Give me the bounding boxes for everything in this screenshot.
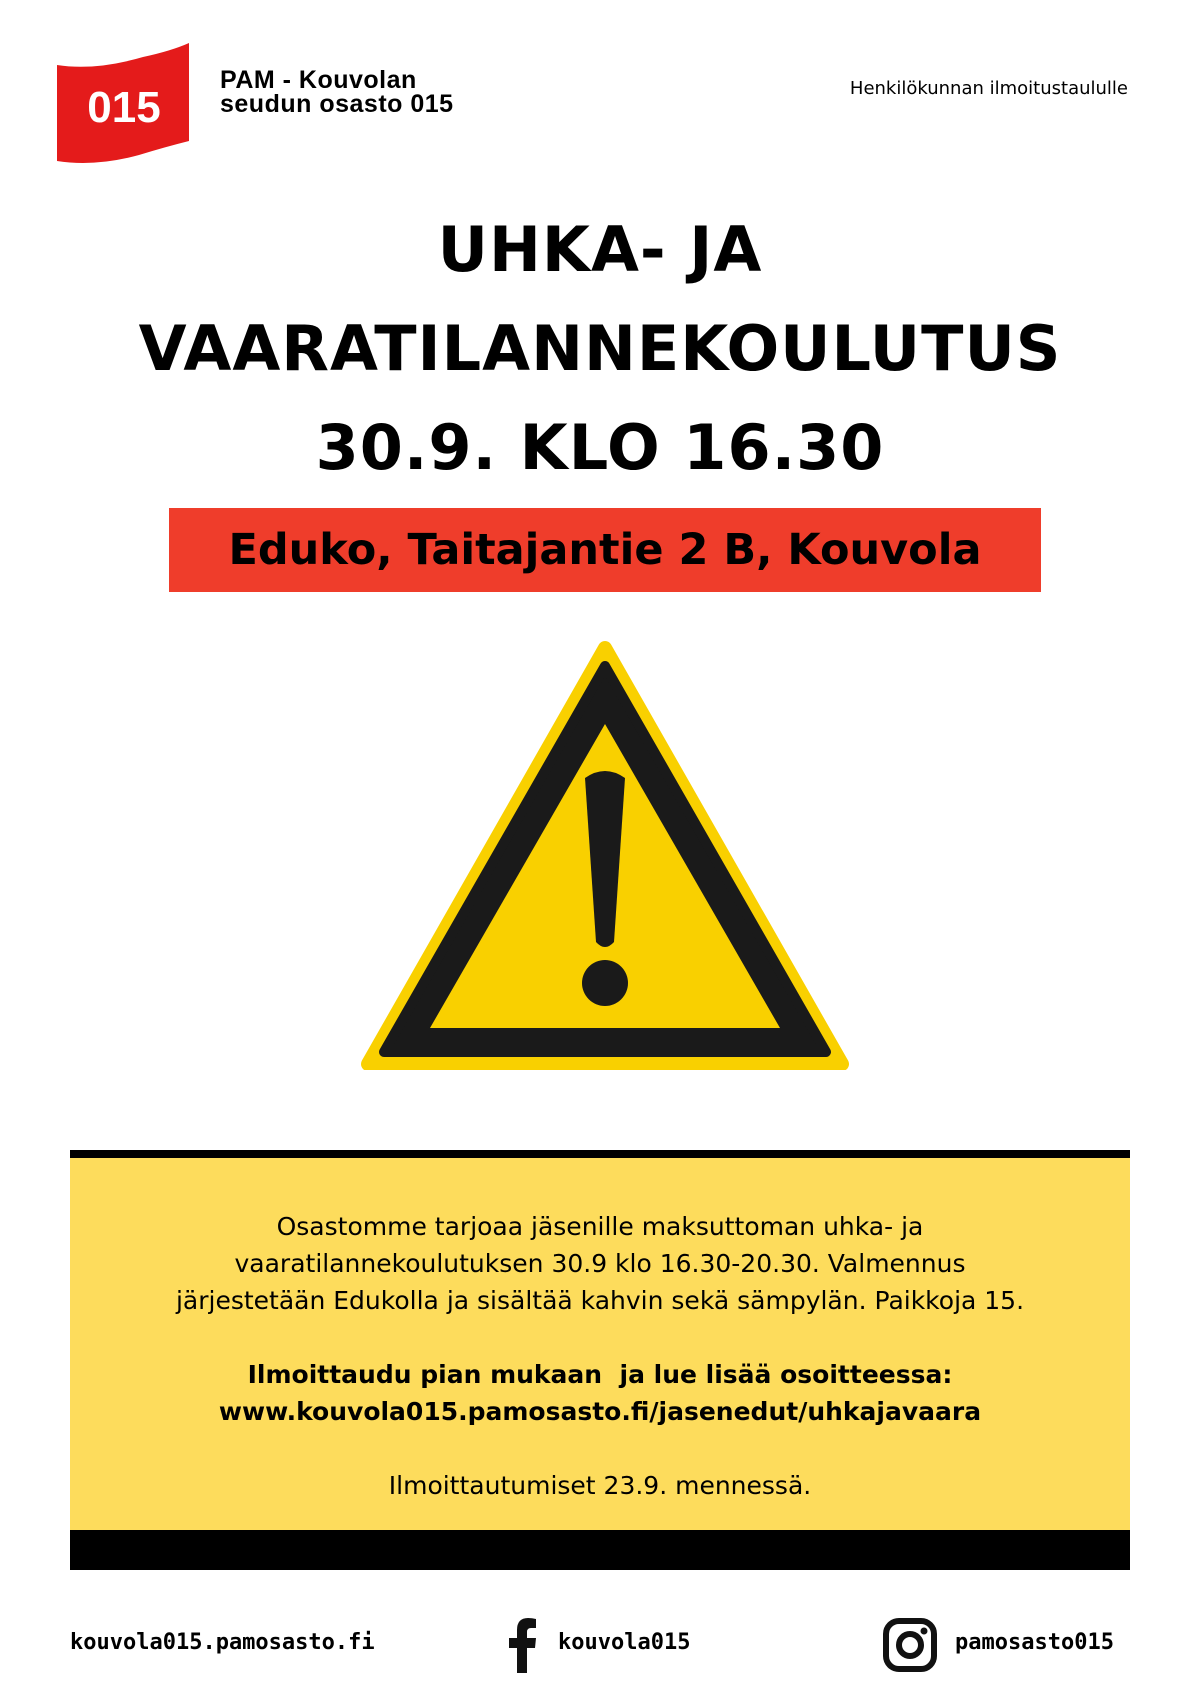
info-para-line1: Osastomme tarjoaa jäsenille maksuttoman uhka- ja <box>276 1212 924 1241</box>
org-name-line1: PAM - Kouvolan <box>220 66 417 94</box>
exclamation-dot <box>582 960 628 1006</box>
board-note: Henkilökunnan ilmoitustaululle <box>849 78 1128 99</box>
footer-instagram[interactable]: pamosasto015 <box>955 1630 1114 1655</box>
org-logo <box>55 43 195 163</box>
org-name <box>220 68 454 116</box>
title-line2: VAARATILANNEKOULUTUS <box>138 312 1062 385</box>
cta-line1: Ilmoittaudu pian mukaan ja lue lisää osoitteessa: <box>247 1360 953 1389</box>
logo-text: 015 <box>87 83 161 132</box>
location-banner <box>169 508 1041 592</box>
event-title <box>0 200 1200 497</box>
info-para-line2: vaaratilannekoulutuksen 30.9 klo 16.30-20.30. Valmennus <box>234 1249 966 1278</box>
title-line3: 30.9. KLO 16.30 <box>315 411 885 484</box>
footer-website[interactable]: kouvola015.pamosasto.fi <box>70 1630 375 1655</box>
location-text: Eduko, Taitajantie 2 B, Kouvola <box>228 525 982 575</box>
title-line1: UHKA- JA <box>437 213 763 286</box>
org-name-line2: seudun osasto 015 <box>220 90 454 118</box>
cta-link[interactable]: www.kouvola015.pamosasto.fi/jasenedut/uhkajavaara <box>218 1397 982 1426</box>
deadline-text: Ilmoittautumiset 23.9. mennessä. <box>388 1471 812 1500</box>
footer-facebook[interactable]: kouvola015 <box>558 1630 691 1655</box>
facebook-icon[interactable] <box>508 1617 538 1673</box>
info-text <box>70 1208 1130 1504</box>
warning-triangle-icon <box>360 640 850 1070</box>
info-para-line3: järjestetään Edukolla ja sisältää kahvin sekä sämpylän. Paikkoja 15. <box>175 1286 1025 1315</box>
instagram-icon[interactable] <box>882 1617 938 1673</box>
info-box <box>70 1150 1130 1570</box>
